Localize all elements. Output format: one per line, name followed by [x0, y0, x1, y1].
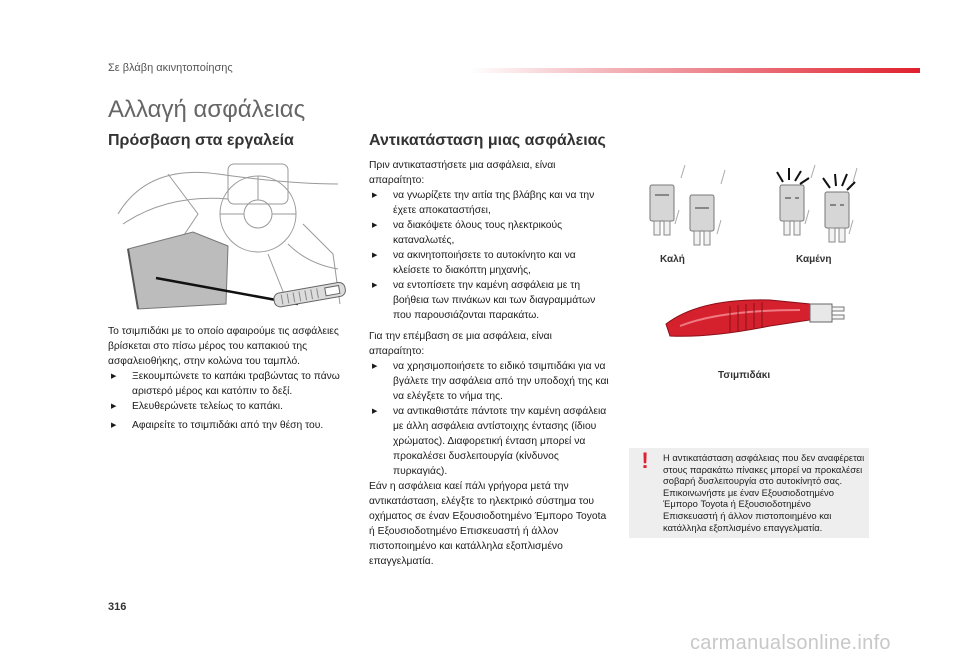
header-accent-bar — [470, 68, 920, 73]
left-heading: Πρόσβαση στα εργαλεία — [108, 132, 294, 149]
middle-intro-1: Πριν αντικαταστήσετε μια ασφάλεια, είναι απαραίτητο: — [369, 160, 556, 186]
tweezers-illustration — [660, 290, 850, 346]
middle-bullet: ▶ να διακόψετε όλους τους ηλεκτρικούς καταναλωτές, — [369, 218, 609, 248]
watermark: carmanualsonline.info — [690, 632, 891, 654]
middle-text — [369, 158, 609, 569]
dashboard-illustration — [108, 154, 348, 314]
fuses-drawing — [625, 160, 875, 260]
middle-bullet: ▶ να χρησιμοποιήσετε το ειδικό τσιμπιδάκι για να βγάλετε την ασφάλεια από την υποδοχή της και να ελέγξετε το νήμα της. — [369, 359, 609, 404]
left-text — [108, 324, 348, 433]
left-bullet: ▶ Ελευθερώνετε τελείως το καπάκι. — [108, 399, 348, 414]
middle-heading: Αντικατάσταση μιας ασφάλειας — [369, 132, 606, 149]
tweezers-drawing — [660, 290, 850, 346]
page-title: Αλλαγή ασφάλειας — [108, 96, 306, 123]
middle-intro-2: Για την επέμβαση σε μια ασφάλεια, είναι απαραίτητο: — [369, 331, 552, 357]
middle-outro: Εάν η ασφάλεια καεί πάλι γρήγορα μετά την αντικατάσταση, ελέγξτε το ηλεκτρικό σύστημα του οχήματος σε έναν Εξουσιοδοτημένο Έμπορο Toyota ή Εξουσιοδοτημένο Επισκευαστή ή άλλον πιστοποιημένο και κατάλληλα εξοπλισμένο επαγγελματία. — [369, 481, 607, 567]
dashboard-drawing — [108, 154, 348, 314]
blown-fuse-label: Καμένη — [796, 254, 832, 265]
middle-bullet: ▶ να γνωρίζετε την αιτία της βλάβης και να την έχετε αποκαταστήσει, — [369, 188, 609, 218]
page-number: 316 — [108, 601, 127, 613]
middle-bullet: ▶ να αντικαθιστάτε πάντοτε την καμένη ασφάλεια με άλλη ασφάλεια αντίστοιχης έντασης (ίδιου χρώματος). Διαφορετική ένταση μπορεί να προκαλέσει δυσλειτουργία (κίνδυνος πυρκαγιάς). — [369, 404, 609, 479]
exclamation-icon: ! — [641, 448, 649, 473]
middle-bullet: ▶ να εντοπίσετε την καμένη ασφάλεια με τη βοήθεια των πινάκων και των διαγραμμάτων που παρουσιάζονται παρακάτω. — [369, 278, 609, 323]
middle-bullet: ▶ να ακινητοποιήσετε το αυτοκίνητο και να κλείσετε το διακόπτη μηχανής, — [369, 248, 609, 278]
tweezers-label: Τσιμπιδάκι — [718, 370, 771, 381]
fuses-illustration — [625, 160, 875, 260]
left-bullet: ▶ Ξεκουμπώνετε το καπάκι τραβώντας το πάνω αριστερό μέρος και κατόπιν το δεξί. — [108, 369, 348, 399]
left-bullet: ▶ Αφαιρείτε το τσιμπιδάκι από την θέση του. — [108, 418, 348, 433]
left-intro: Το τσιμπιδάκι με το οποίο αφαιρούμε τις ασφάλειες βρίσκεται στο πίσω μέρος του καπακιού της ασφαλειοθήκης, στην κολώνα του ταμπλό. — [108, 326, 339, 367]
warning-text: Η αντικατάσταση ασφάλειας που δεν αναφέρεται στους παρακάτω πίνακες μπορεί να προκαλέσει σοβαρή δυσλειτουργία στο αυτοκίνητό σας. Επικοινωνήστε με έναν Εξουσιοδοτημένο Έμπορο Toyota ή Εξουσιοδοτημένο Επισκευαστή ή άλλον πιστοποιημένο και κατάλληλα εξοπλισμένο επαγγελματία. — [663, 452, 865, 533]
good-fuse-label: Καλή — [660, 254, 685, 265]
running-header: Σε βλάβη ακινητοποίησης — [108, 62, 233, 74]
